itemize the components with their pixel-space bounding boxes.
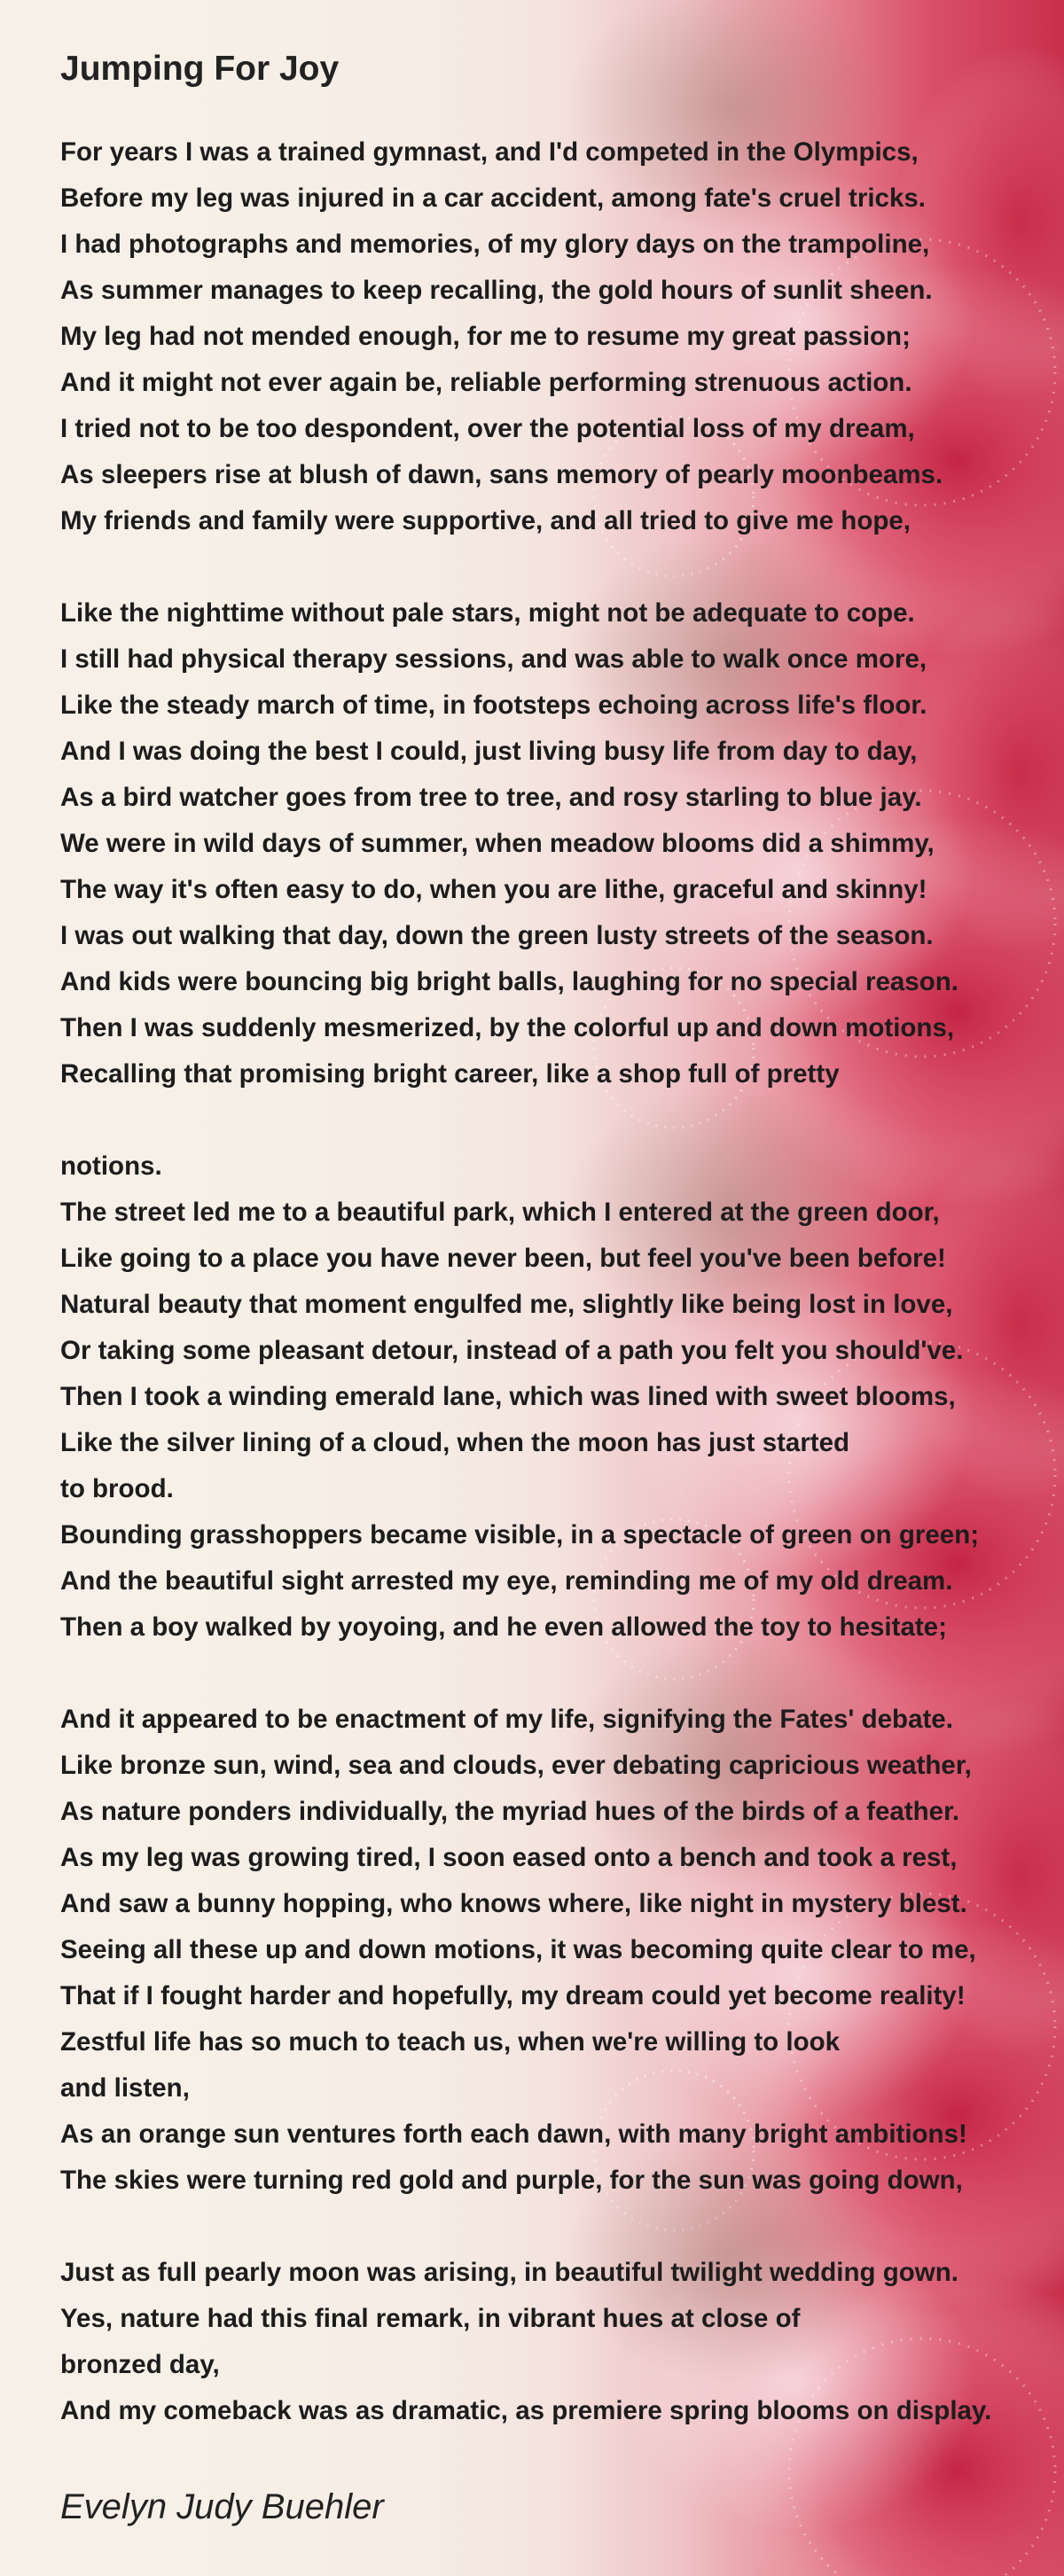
poem-line: Then a boy walked by yoyoing, and he even allowed the toy to hesitate; xyxy=(60,1612,947,1642)
poem-container xyxy=(60,43,1053,2533)
poem-line: and listen, xyxy=(60,2073,190,2103)
poem-line: Like the nighttime without pale stars, might not be adequate to cope. xyxy=(60,598,915,628)
poem-line: Before my leg was injured in a car accident, among fate's cruel tricks. xyxy=(60,183,926,213)
stanza-4 xyxy=(60,1697,1053,2204)
poem-line: Then I took a winding emerald lane, which was lined with sweet blooms, xyxy=(60,1382,956,1411)
poem-line: As summer manages to keep recalling, the gold hours of sunlit sheen. xyxy=(60,276,933,305)
poem-line: I was out walking that day, down the green lusty streets of the season. xyxy=(60,921,934,950)
poem-line: And it might not ever again be, reliable performing strenuous action. xyxy=(60,368,912,397)
poem-line: And I was doing the best I could, just living busy life from day to day, xyxy=(60,737,918,766)
poem-line: Like going to a place you have never been, but feel you've been before! xyxy=(60,1244,946,1273)
poem-line: We were in wild days of summer, when meadow blooms did a shimmy, xyxy=(60,829,935,858)
poem-line: Natural beauty that moment engulfed me, slightly like being lost in love, xyxy=(60,1290,953,1319)
poem-line: Then I was suddenly mesmerized, by the colorful up and down motions, xyxy=(60,1013,955,1042)
poem-line: notions. xyxy=(60,1151,162,1181)
poem-line: Like the silver lining of a cloud, when the moon has just started xyxy=(60,1428,850,1457)
poem-line: to brood. xyxy=(60,1474,174,1503)
poem-line: As an orange sun ventures forth each dawn, with many bright ambitions! xyxy=(60,2119,967,2149)
poem-line: bronzed day, xyxy=(60,2350,220,2379)
poem-line: Like bronze sun, wind, sea and clouds, ever debating capricious weather, xyxy=(60,1751,972,1780)
poem-line: As nature ponders individually, the myriad hues of the birds of a feather. xyxy=(60,1797,960,1826)
stanza-2 xyxy=(60,590,1053,1097)
poem-line: The street led me to a beautiful park, which I entered at the green door, xyxy=(60,1198,940,1227)
poem-line: I still had physical therapy sessions, and was able to walk once more, xyxy=(60,644,927,674)
poem-line: And saw a bunny hopping, who knows where, like night in mystery blest. xyxy=(60,1889,967,1918)
stanza-3 xyxy=(60,1144,1053,1651)
poem-line: As a bird watcher goes from tree to tree, and rosy starling to blue jay. xyxy=(60,783,922,812)
poem-line: And kids were bouncing big bright balls, laughing for no special reason. xyxy=(60,967,958,996)
poem-line: My leg had not mended enough, for me to resume my great passion; xyxy=(60,322,911,351)
poem-line: That if I fought harder and hopefully, my dream could yet become reality! xyxy=(60,1981,966,2010)
poem-line: Zestful life has so much to teach us, when we're willing to look xyxy=(60,2027,841,2057)
poem-title: Jumping For Joy xyxy=(60,50,340,88)
poem-line: Yes, nature had this final remark, in vibrant hues at close of xyxy=(60,2304,801,2333)
poem-line: And my comeback was as dramatic, as premiere spring blooms on display. xyxy=(60,2396,992,2425)
poem-author: Evelyn Judy Buehler xyxy=(60,2487,384,2526)
stanza-5 xyxy=(60,2250,1053,2434)
poem-line: As my leg was growing tired, I soon eased onto a bench and took a rest, xyxy=(60,1843,958,1872)
poem-line: And the beautiful sight arrested my eye, reminding me of my old dream. xyxy=(60,1566,953,1596)
poem-line: As sleepers rise at blush of dawn, sans memory of pearly moonbeams. xyxy=(60,460,943,489)
poem-line: The way it's often easy to do, when you are lithe, graceful and skinny! xyxy=(60,875,927,904)
poem-line: Like the steady march of time, in footsteps echoing across life's floor. xyxy=(60,691,927,720)
poem-line: Just as full pearly moon was arising, in beautiful twilight wedding gown. xyxy=(60,2258,958,2287)
poem-line: I had photographs and memories, of my glory days on the trampoline, xyxy=(60,230,930,259)
poem-line: And it appeared to be enactment of my life, signifying the Fates' debate. xyxy=(60,1705,953,1734)
poem-line: For years I was a trained gymnast, and I'd competed in the Olympics, xyxy=(60,137,919,167)
poem-line: Or taking some pleasant detour, instead of a path you felt you should've. xyxy=(60,1336,964,1365)
poem-line: Seeing all these up and down motions, it was becoming quite clear to me, xyxy=(60,1935,976,1964)
poem-line: Recalling that promising bright career, like a shop full of pretty xyxy=(60,1059,840,1089)
poem-line: Bounding grasshoppers became visible, in a spectacle of green on green; xyxy=(60,1520,980,1550)
poem-line: I tried not to be too despondent, over the potential loss of my dream, xyxy=(60,414,915,443)
stanza-1 xyxy=(60,129,1053,544)
poem-line: My friends and family were supportive, and all tried to give me hope, xyxy=(60,506,911,535)
poem-line: The skies were turning red gold and purple, for the sun was going down, xyxy=(60,2166,963,2195)
